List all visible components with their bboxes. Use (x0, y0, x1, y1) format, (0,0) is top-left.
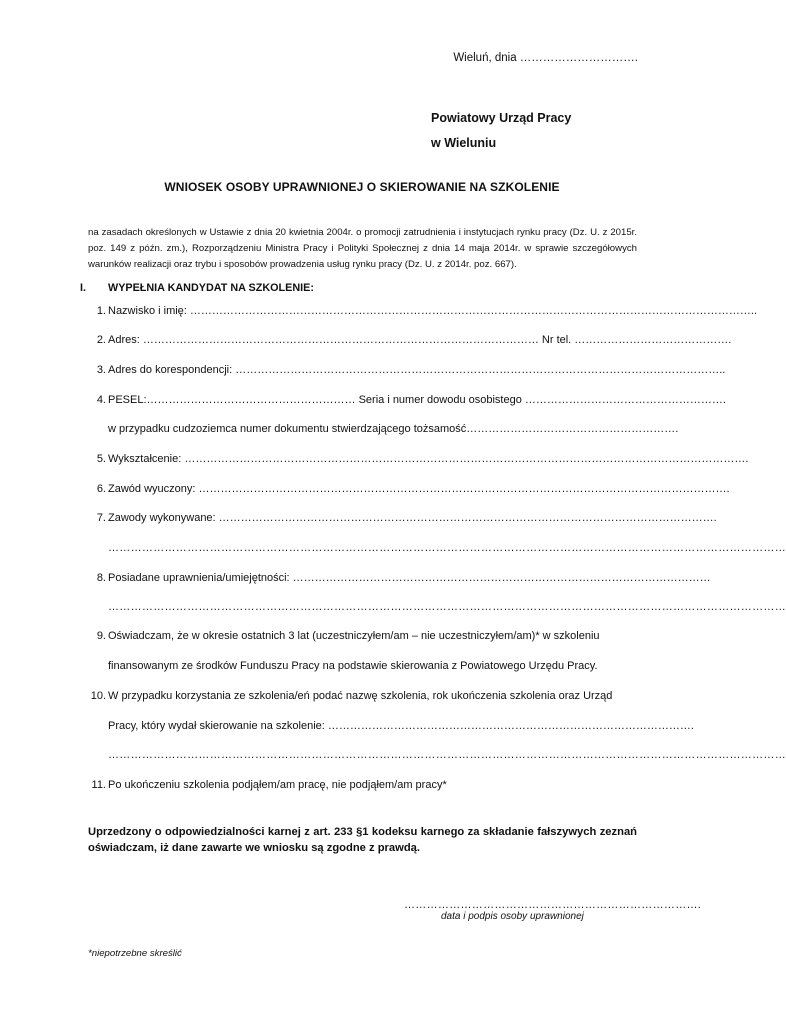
field-foreigner-id-document[interactable]: w przypadku cudzoziemca numer dokumentu stwierdzającego tożsamość…………………………………………………. (108, 423, 679, 435)
item-number: 4. (96, 394, 106, 406)
field-performed-professions-continued[interactable]: ……………………………………………………………………………………………………………………………………………………………… (108, 542, 786, 554)
declaration-previous-training-continued: finansowanym ze środków Funduszu Pracy na podstawie skierowania z Powiatowego Urzędu Pracy. (108, 660, 598, 672)
section-title: WYPEŁNIA KANDYDAT NA SZKOLENIE: (108, 282, 314, 294)
item-text: PESEL:………………………………………………… Seria i numer dowodu osobistego ………………………………………………. (108, 394, 726, 406)
field-qualifications[interactable] (82, 572, 711, 584)
field-learned-profession[interactable] (82, 483, 730, 495)
field-full-name[interactable] (82, 305, 758, 317)
footnote: *niepotrzebne skreślić (88, 948, 182, 959)
item-text: Nazwisko i imię: ……………………………………………………………………………………………………………………………………….. (108, 305, 758, 317)
criminal-liability-statement: Uprzedzony o odpowiedzialności karnej z art. 233 §1 kodeksu karnego za składanie fałszywych zeznań oświadczam, iż dane zawarte we wniosku są zgodne z prawdą. (88, 826, 637, 854)
item-number: 7. (96, 512, 106, 524)
item-number: 5. (96, 453, 106, 465)
field-address-phone[interactable] (82, 334, 732, 346)
item-number: 3. (96, 364, 106, 376)
item-text: Adres: ……………………………………………………………………………………………… Nr tel. ……………………………………. (108, 334, 732, 346)
field-referring-office[interactable]: Pracy, który wydał skierowanie na szkolenie: ………………………………………………………………………………………. (108, 720, 694, 732)
item-number: 6. (96, 483, 106, 495)
section-heading (80, 282, 314, 294)
item-text: Adres do korespondencji: …………………………………………………………………………………………………………………….. (108, 364, 726, 376)
place-and-date: Wieluń, dnia …………………………. (453, 52, 638, 64)
item-number: 1. (96, 305, 106, 317)
item-text: Po ukończeniu szkolenia podjąłem/am pracę, nie podjąłem/am pracy* (108, 779, 447, 791)
item-text: Oświadczam, że w okresie ostatnich 3 lat (uczestniczyłem/am – nie uczestniczyłem/am)* w szkoleniu (108, 630, 600, 642)
signature-label: data i podpis osoby uprawnionej (441, 911, 584, 922)
declaration-previous-training[interactable] (82, 630, 637, 642)
recipient-city: w Wieluniu (431, 136, 497, 150)
field-correspondence-address[interactable] (82, 364, 726, 376)
item-text: Zawody wykonywane: ………………………………………………………………………………………………………………………. (108, 512, 717, 524)
field-previous-training-details (82, 690, 637, 702)
field-pesel-id-card[interactable] (82, 394, 726, 406)
item-text: Wykształcenie: ………………………………………………………………………………………………………………………………………. (108, 453, 749, 465)
field-education[interactable] (82, 453, 749, 465)
item-text: Posiadane uprawnienia/umiejętności: …………………………………………………………………………………………………… (108, 572, 711, 584)
item-text: W przypadku korzystania ze szkolenia/eń podać nazwę szkolenia, rok ukończenia szkolenia oraz Urząd (108, 690, 613, 702)
item-number: 9. (96, 630, 106, 642)
document-title: WNIOSEK OSOBY UPRAWNIONEJ O SKIEROWANIE NA SZKOLENIE (164, 180, 560, 194)
legal-basis-paragraph: na zasadach określonych w Ustawie z dnia 20 kwietnia 2004r. o promocji zatrudnienia i instytucjach rynku pracy (Dz. U. z 2015r. poz. 149 z późn. zm.), Rozporządzeniu Ministra Pracy i Polityki Społecznej z dnia 14 maja 2014r. w sprawie szczegółowych warunków realizacji oraz trybu i sposobów prowadzenia usług rynku pracy (Dz. U. z 2014r. poz. 667). (88, 227, 637, 270)
field-qualifications-continued[interactable]: ……………………………………………………………………………………………………………………………………………………………… (108, 601, 786, 613)
field-performed-professions[interactable] (82, 512, 717, 524)
item-number: 2. (96, 334, 106, 346)
item-number: 8. (96, 572, 106, 584)
item-text: Zawód wyuczony: ………………………………………………………………………………………………………………………………. (108, 483, 730, 495)
declaration-employment-after-training[interactable] (82, 779, 637, 791)
section-number: I. (80, 282, 86, 294)
field-previous-training-continued[interactable]: ……………………………………………………………………………………………………………………………………………………………… (108, 749, 786, 761)
recipient-office: Powiatowy Urząd Pracy (431, 111, 572, 125)
item-number: 11. (91, 779, 106, 791)
item-number: 10. (90, 690, 106, 702)
signature-field[interactable]: ……………………………………………………………………. (404, 899, 702, 911)
